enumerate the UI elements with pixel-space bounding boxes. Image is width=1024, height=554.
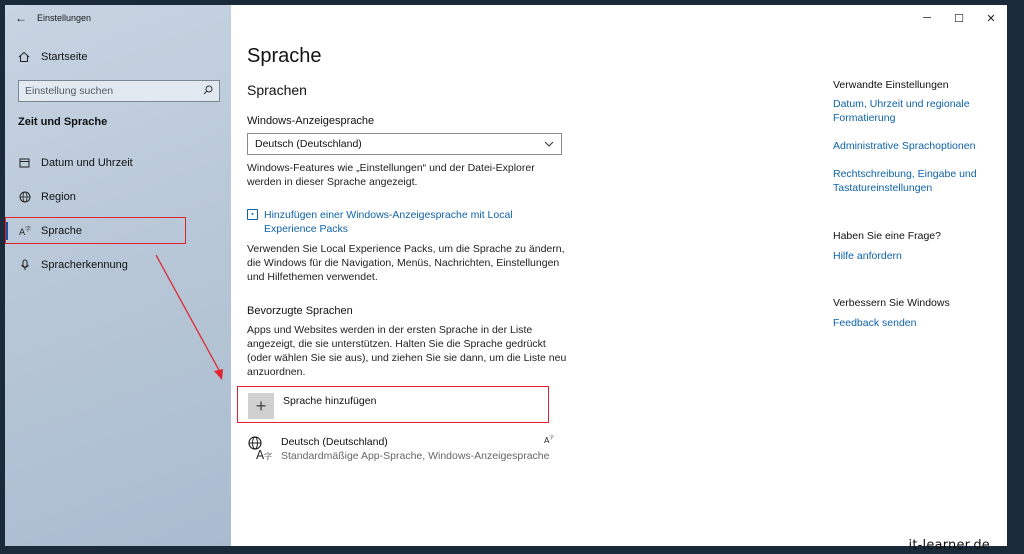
search-input[interactable] <box>18 80 220 102</box>
add-language-label[interactable]: Sprache hinzufügen <box>283 395 377 407</box>
related-link-spelling-2[interactable]: Tastatureinstellungen <box>833 182 933 194</box>
arrow-left-icon: ← <box>15 11 27 25</box>
related-link-datetime-2[interactable]: Formatierung <box>833 112 896 124</box>
svg-text:字: 字 <box>25 226 31 233</box>
preferred-desc-3: (oder wählen Sie sie aus), und ziehen Sie sie dann, um die Liste neu <box>247 352 567 364</box>
window-controls <box>911 5 1007 31</box>
svg-text:A: A <box>256 448 265 461</box>
display-language-label: Windows-Anzeigesprache <box>247 115 375 127</box>
display-language-badge-icon <box>544 434 554 446</box>
lxp-desc-2: die Windows für die Navigation, Menüs, Nachrichten, Einstellungen <box>247 257 560 269</box>
sidebar-item-region[interactable] <box>5 184 231 210</box>
question-header: Haben Sie eine Frage? <box>833 230 941 242</box>
related-link-datetime-1[interactable]: Datum, Uhrzeit und regionale <box>833 98 970 110</box>
sidebar-item-label: Region <box>41 191 76 203</box>
maximize-button[interactable] <box>943 5 975 31</box>
lxp-desc-3: und Hilfethemen verwendet. <box>247 271 378 283</box>
settings-window <box>5 5 1007 546</box>
display-language-desc-2: werden in dieser Sprache angezeigt. <box>247 176 418 188</box>
minimize-button[interactable] <box>911 5 943 31</box>
related-link-admin-language[interactable]: Administrative Sprachoptionen <box>833 140 976 152</box>
related-link-spelling-1[interactable]: Rechtschreibung, Eingabe und <box>833 168 977 180</box>
plus-icon: + <box>255 395 267 416</box>
sidebar-item-datum-uhrzeit[interactable] <box>5 150 231 176</box>
page-title: Sprache <box>247 45 322 67</box>
dropdown-value: Deutsch (Deutschland) <box>255 138 362 150</box>
language-entry-description: Standardmäßige App-Sprache, Windows-Anzeigesprache <box>281 450 550 462</box>
display-language-dropdown[interactable] <box>247 133 562 155</box>
preferred-languages-header: Bevorzugte Sprachen <box>247 305 353 317</box>
globe-icon <box>18 191 32 203</box>
section-title-sprachen: Sprachen <box>247 82 307 98</box>
lxp-desc-1: Verwenden Sie Local Experience Packs, um die Sprache zu ändern, <box>247 243 565 255</box>
preferred-desc-1: Apps und Websites werden in der ersten Sprache in der Liste <box>247 324 533 336</box>
calendar-clock-icon <box>18 157 32 169</box>
minimize-icon: ─ <box>923 12 931 24</box>
svg-text:A: A <box>19 228 26 237</box>
language-icon <box>247 435 273 461</box>
titlebar <box>5 5 231 31</box>
search-placeholder: Einstellung suchen <box>25 85 114 97</box>
help-link[interactable]: Hilfe anfordern <box>833 250 902 262</box>
watermark: it-learner.de <box>908 538 990 553</box>
main-content <box>231 5 1007 546</box>
close-button[interactable] <box>975 5 1007 31</box>
display-language-desc-1: Windows-Features wie „Einstellungen“ und der Datei-Explorer <box>247 162 535 174</box>
annotation-box-sprache <box>5 217 186 244</box>
related-header: Verwandte Einstellungen <box>833 79 949 91</box>
sidebar-item-label: Sprache <box>41 225 82 237</box>
add-language-button[interactable] <box>248 393 274 419</box>
close-icon: ✕ <box>986 12 996 25</box>
feedback-link[interactable]: Feedback senden <box>833 317 917 329</box>
preferred-desc-4: anzuordnen. <box>247 366 306 378</box>
store-icon: ▪ <box>247 209 258 220</box>
preferred-desc-2: angezeigt, die sie unterstützen. Halten Sie die Sprache gedrückt <box>247 338 546 350</box>
sidebar-section-header: Zeit und Sprache <box>18 116 108 128</box>
svg-text:A: A <box>544 436 550 444</box>
app-title: Einstellungen <box>37 13 92 23</box>
svg-text:字: 字 <box>264 452 272 461</box>
sidebar-item-spracherkennung[interactable] <box>5 252 231 278</box>
nav-home[interactable] <box>5 45 231 69</box>
search-icon <box>203 85 213 98</box>
home-icon <box>18 51 32 63</box>
svg-text:字: 字 <box>549 435 554 441</box>
sidebar-item-label: Datum und Uhrzeit <box>41 157 133 169</box>
lxp-link-line-2[interactable]: Experience Packs <box>264 223 349 235</box>
microphone-icon <box>18 259 32 271</box>
language-entry-name[interactable]: Deutsch (Deutschland) <box>281 436 388 448</box>
back-button[interactable] <box>5 5 37 31</box>
improve-header: Verbessern Sie Windows <box>833 297 950 309</box>
sidebar-item-label: Spracherkennung <box>41 259 128 271</box>
chevron-down-icon <box>544 139 554 149</box>
lxp-link-line-1[interactable]: Hinzufügen einer Windows-Anzeigesprache mit Local <box>264 209 513 221</box>
maximize-icon: ☐ <box>954 12 964 25</box>
sidebar <box>5 5 231 546</box>
nav-home-label: Startseite <box>41 51 88 63</box>
